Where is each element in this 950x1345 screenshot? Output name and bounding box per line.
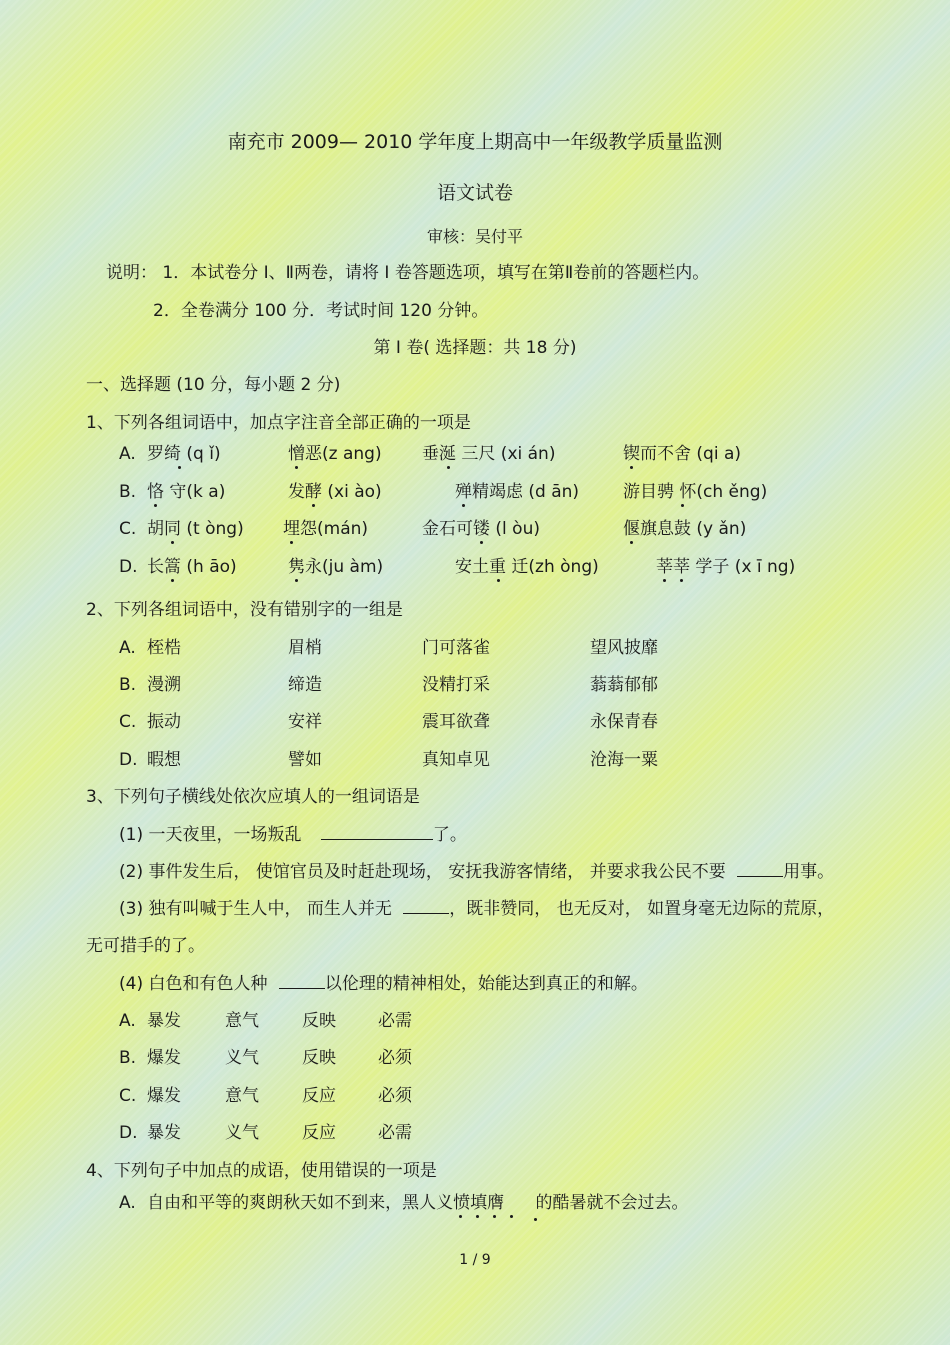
emphasis-dot (623, 447, 640, 464)
emphasis-dot (440, 447, 457, 464)
option-item: 偃旗息鼓 (y ǎn) (623, 519, 747, 539)
option-text: 自由和平等的爽朗秋天如不到来，黑人义愤填膺 (147, 1193, 505, 1213)
option-label: A. (119, 638, 136, 658)
instruction-line-2: 2．全卷满分 100 分．考试时间 120 分钟。 (153, 301, 489, 321)
emphasis-dot (288, 447, 305, 464)
option-item: 门可落雀 (422, 638, 490, 658)
emphasis-dot (452, 1196, 469, 1213)
option-item: 安祥 (288, 712, 322, 732)
sentence-text: (1) 一天夜里，一场叛乱 (119, 825, 302, 845)
emphasis-dot (527, 1199, 544, 1216)
option-item: 爆发 (147, 1048, 181, 1068)
option-item: 必需 (378, 1123, 412, 1143)
exam-subtitle: 语文试卷 (436, 182, 513, 204)
option-item: 沧海一粟 (590, 750, 658, 770)
exam-title: 南充市 2009— 2010 学年度上期高中一年级教学质量监测 (227, 131, 723, 153)
emphasis-dot (288, 560, 305, 577)
option-item: 反应 (302, 1123, 336, 1143)
option-item: 反应 (302, 1086, 336, 1106)
sentence-text: (2) 事件发生后， 使馆官员及时赶赴现场， 安抚我游客情绪， 并要求我公民不要 (119, 862, 726, 882)
option-item: 反映 (302, 1011, 336, 1031)
emphasis-dot (490, 560, 507, 577)
option-item: 漫溯 (147, 675, 181, 695)
question-4-stem: 4、下列句子中加点的成语，使用错误的一项是 (86, 1161, 437, 1181)
option-label: C. (119, 1086, 137, 1106)
option-item: 埋怨(mán) (283, 519, 369, 539)
option-label: C. (119, 712, 137, 732)
emphasis-dot (147, 485, 164, 502)
option-item: 锲而不舍 (qi a) (623, 444, 742, 464)
option-item: 桎梏 (147, 638, 181, 658)
option-item: 永保青春 (590, 712, 658, 732)
page-number: 1 / 9 (459, 1252, 491, 1268)
option-item: 没精打采 (422, 675, 490, 695)
emphasis-dot (656, 560, 673, 577)
option-item: 譬如 (288, 750, 322, 770)
option-label: A. (119, 1011, 136, 1031)
sentence-text: (3) 独有叫喊于生人中， 而生人并无 (119, 899, 392, 919)
option-label: A. (119, 1193, 136, 1213)
option-text: 的酷暑就不会过去。 (535, 1193, 689, 1213)
option-item: 憎恶(z ang) (288, 444, 382, 464)
option-item: 望风披靡 (590, 638, 658, 658)
option-item: 义气 (225, 1048, 259, 1068)
option-item: 暴发 (147, 1011, 181, 1031)
emphasis-dot (673, 560, 690, 577)
option-item: 罗绮 (q ǐ) (147, 444, 221, 464)
option-item: 殚精竭虑 (d ān) (455, 482, 580, 502)
option-item: 必须 (378, 1048, 412, 1068)
sentence-4 (119, 973, 648, 995)
option-item: 长篙 (h āo) (147, 557, 237, 577)
option-item: 暴发 (147, 1123, 181, 1143)
option-label: B. (119, 675, 137, 695)
question-2-stem: 2、下列各组词语中，没有错别字的一组是 (86, 600, 403, 620)
option-item: 真知卓见 (422, 750, 490, 770)
option-item: 垂涎 三尺 (xi án) (422, 444, 556, 464)
option-item: 意气 (225, 1086, 259, 1106)
fill-blank (321, 825, 433, 840)
fill-blank (403, 899, 449, 914)
sentence-text: 了。 (432, 825, 467, 845)
option-item: 金石可镂 (l òu) (422, 519, 540, 539)
option-item: 隽永(ju àm) (288, 557, 384, 577)
option-label: D. (119, 750, 138, 770)
instruction-line-1: 说明： 1．本试卷分 Ⅰ、Ⅱ两卷，请将 Ⅰ 卷答题选项，填写在第Ⅱ卷前的答题栏内。 (106, 263, 710, 283)
option-item: 反映 (302, 1048, 336, 1068)
emphasis-dot (305, 485, 322, 502)
option-item: 发酵 (xi ào) (288, 482, 382, 502)
option-label: D. (119, 1123, 138, 1143)
option-item: 安土重 迁(zh òng) (455, 557, 599, 577)
emphasis-dot (674, 485, 691, 502)
reviewer-line: 审核：吴付平 (426, 227, 523, 246)
option-item: 振动 (147, 712, 181, 732)
option-label: A. (119, 444, 136, 464)
option-item: 莘莘 学子 (x ī ng) (656, 557, 796, 577)
option-item: 胡同 (t òng) (147, 519, 244, 539)
option-item: 义气 (225, 1123, 259, 1143)
sentence-2 (119, 861, 834, 883)
option-item: 暇想 (147, 750, 181, 770)
sentence-1 (119, 824, 467, 846)
option-item: 必须 (378, 1086, 412, 1106)
option-item: 游目骋 怀(ch ěng) (623, 482, 768, 502)
question-3-stem: 3、下列句子横线处依次应填人的一组词语是 (86, 787, 420, 807)
section-heading: 一、选择题 (10 分，每小题 2 分) (86, 375, 341, 395)
option-item: 缔造 (288, 675, 322, 695)
emphasis-dot (473, 522, 490, 539)
option-label: D. (119, 557, 138, 577)
option-item: 必需 (378, 1011, 412, 1031)
option-item: 眉梢 (288, 638, 322, 658)
sentence-text: 以伦理的精神相处，始能达到真正的和解。 (324, 974, 648, 994)
emphasis-dot (164, 560, 181, 577)
emphasis-dot (469, 1196, 486, 1213)
option-item: 爆发 (147, 1086, 181, 1106)
question-4-option-a (119, 1192, 689, 1214)
emphasis-dot (503, 1196, 520, 1213)
volume-heading: 第 Ⅰ 卷( 选择题：共 18 分) (373, 338, 577, 358)
emphasis-dot (164, 522, 181, 539)
option-label: B. (119, 482, 137, 502)
emphasis-dot (623, 522, 640, 539)
sentence-text: 用事。 (783, 862, 835, 882)
option-item: 意气 (225, 1011, 259, 1031)
option-item: 恪 守(k a) (147, 482, 226, 502)
option-label: B. (119, 1048, 137, 1068)
emphasis-dot (171, 447, 188, 464)
question-1-stem: 1、下列各组词语中，加点字注音全部正确的一项是 (86, 413, 471, 433)
option-item: 蓊蓊郁郁 (590, 675, 658, 695)
sentence-3 (119, 898, 834, 920)
option-item: 震耳欲聋 (422, 712, 490, 732)
sentence-text: (4) 白色和有色人种 (119, 974, 268, 994)
option-label: C. (119, 519, 137, 539)
fill-blank (279, 974, 325, 989)
fill-blank (737, 862, 783, 877)
sentence-3-continued: 无可措手的了。 (86, 936, 205, 956)
sentence-text: ，既非赞同， 也无反对， 如置身毫无边际的荒原， (449, 899, 835, 919)
emphasis-dot (283, 522, 300, 539)
emphasis-dot (486, 1196, 503, 1213)
emphasis-dot (455, 485, 472, 502)
